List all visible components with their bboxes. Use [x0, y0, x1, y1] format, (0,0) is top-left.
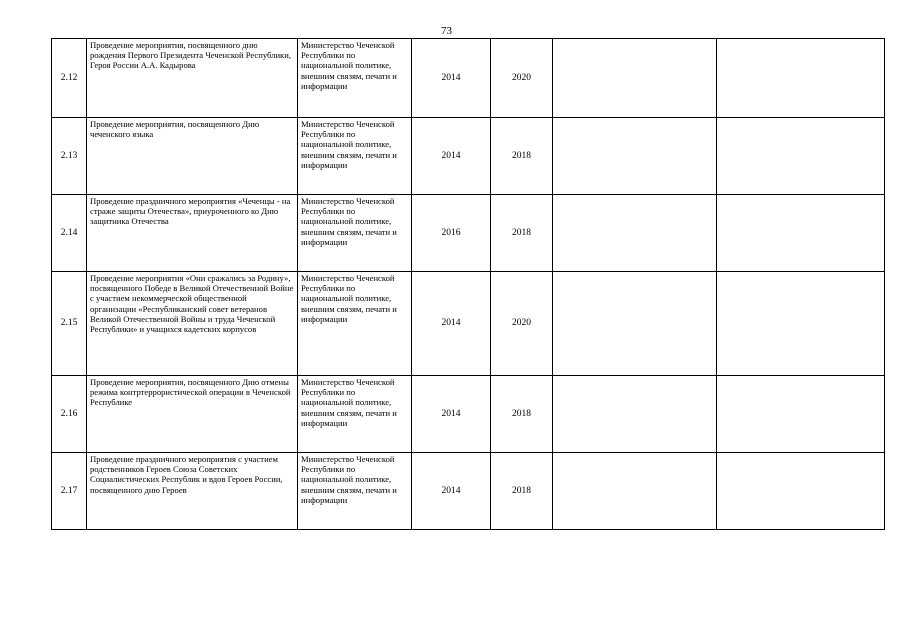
row-number: 2.15 [52, 272, 87, 376]
empty-cell [717, 376, 885, 453]
row-number: 2.14 [52, 195, 87, 272]
start-year: 2014 [412, 376, 491, 453]
start-year: 2016 [412, 195, 491, 272]
row-number: 2.16 [52, 376, 87, 453]
executor: Министерство Чеченской Республики по национальной политике, внешним связям, печати и информации [298, 272, 412, 376]
table-row [52, 39, 885, 118]
empty-cell [553, 39, 717, 118]
events-table [51, 38, 885, 530]
table-row [52, 118, 885, 195]
event-name: Проведение мероприятия, посвященного дню рождения Первого Президента Чеченской Республики, Героя России А.А. Кадырова [87, 39, 298, 118]
executor: Министерство Чеченской Республики по национальной политике, внешним связям, печати и информации [298, 376, 412, 453]
event-name: Проведение мероприятия, посвященного Дню чеченского языка [87, 118, 298, 195]
executor: Министерство Чеченской Республики по национальной политике, внешним связям, печати и информации [298, 195, 412, 272]
row-number: 2.13 [52, 118, 87, 195]
empty-cell [717, 39, 885, 118]
end-year: 2018 [491, 453, 553, 530]
empty-cell [553, 453, 717, 530]
empty-cell [553, 195, 717, 272]
end-year: 2018 [491, 118, 553, 195]
table-row [52, 376, 885, 453]
event-name: Проведение праздничного мероприятия «Чеченцы - на страже защиты Отечества», приуроченного ко Дню защитника Отечества [87, 195, 298, 272]
row-number: 2.17 [52, 453, 87, 530]
executor: Министерство Чеченской Республики по национальной политике, внешним связям, печати и информации [298, 453, 412, 530]
row-number: 2.12 [52, 39, 87, 118]
empty-cell [717, 195, 885, 272]
empty-cell [717, 272, 885, 376]
empty-cell [553, 272, 717, 376]
executor: Министерство Чеченской Республики по национальной политике, внешним связям, печати и информации [298, 39, 412, 118]
start-year: 2014 [412, 118, 491, 195]
event-name: Проведение мероприятия, посвященного Дню отмены режима контртеррористической операции в Чеченской Республике [87, 376, 298, 453]
event-name: Проведение праздничного мероприятия с участием родственников Героев Союза Советских Социалистических Республик и вдов Героев России, посвященного дню Героев [87, 453, 298, 530]
empty-cell [717, 118, 885, 195]
page-number: 73 [441, 25, 452, 37]
event-name: Проведение мероприятия «Они сражались за Родину», посвященного Победе в Великой Отечественной Войне с участием некоммерческой общественной организации «Республиканский совет ветеранов Великой Отечественной Войны и труда Чеченской Республики» и учащихся кадетских корпусов [87, 272, 298, 376]
start-year: 2014 [412, 453, 491, 530]
end-year: 2020 [491, 272, 553, 376]
table-row [52, 272, 885, 376]
end-year: 2018 [491, 195, 553, 272]
empty-cell [553, 376, 717, 453]
start-year: 2014 [412, 39, 491, 118]
empty-cell [717, 453, 885, 530]
executor: Министерство Чеченской Республики по национальной политике, внешним связям, печати и информации [298, 118, 412, 195]
table-row [52, 453, 885, 530]
end-year: 2020 [491, 39, 553, 118]
empty-cell [553, 118, 717, 195]
start-year: 2014 [412, 272, 491, 376]
end-year: 2018 [491, 376, 553, 453]
table-row [52, 195, 885, 272]
